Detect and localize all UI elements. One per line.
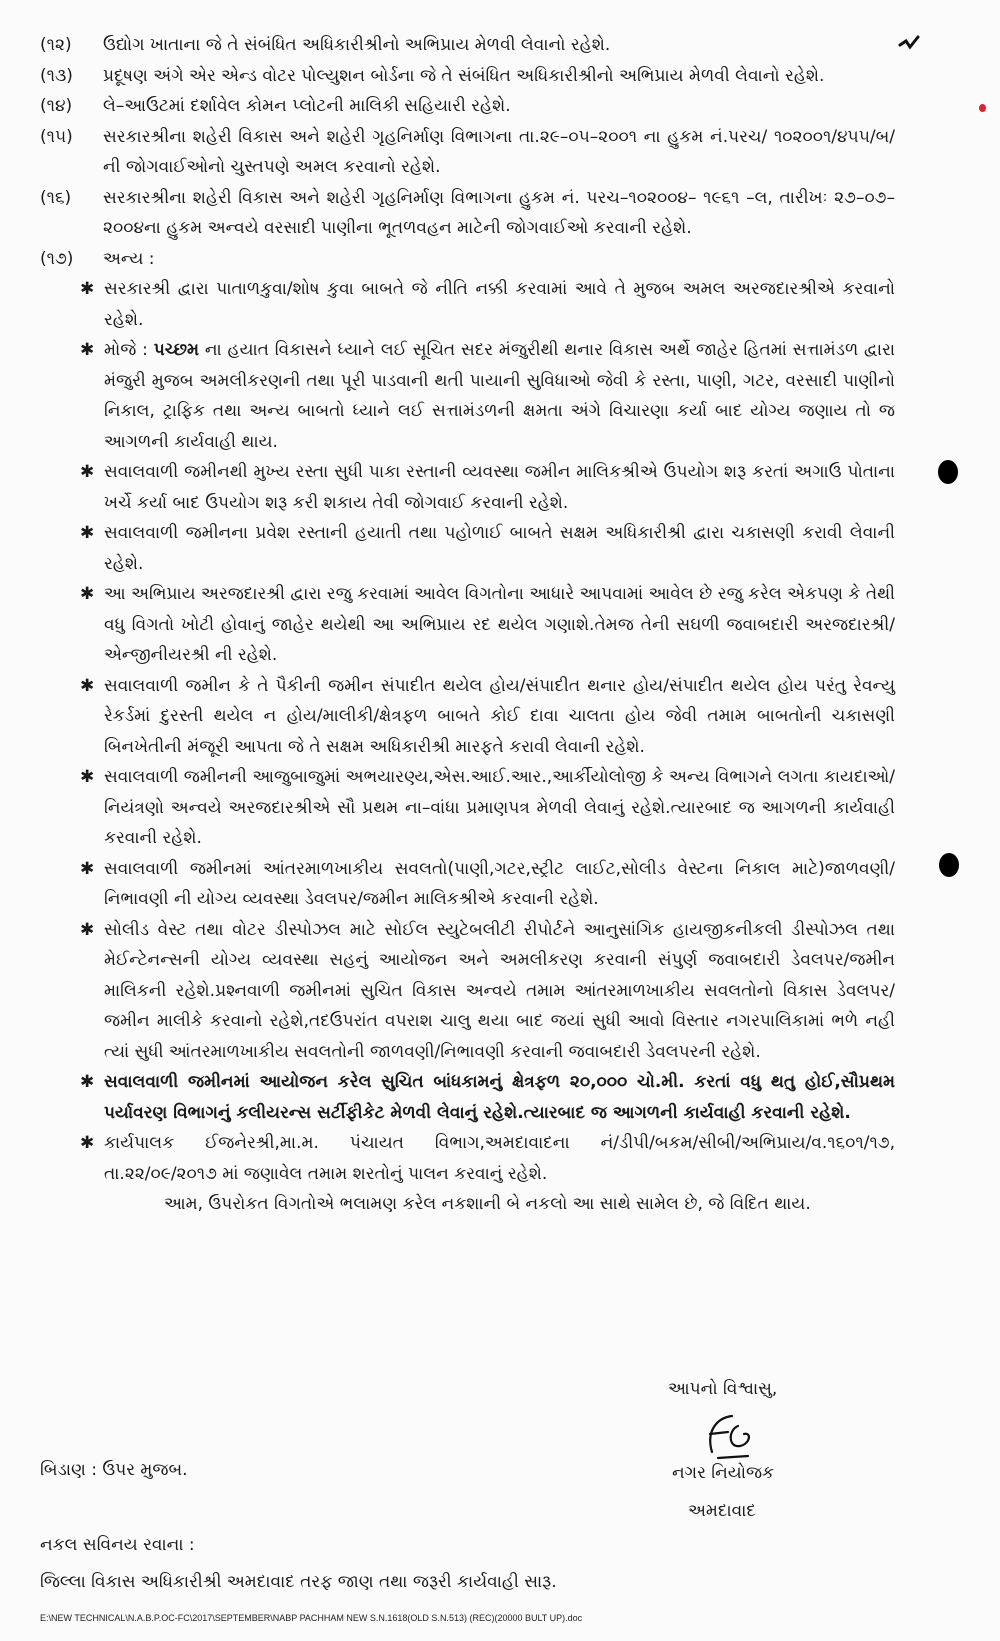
village-name: પચ્છમ: [153, 340, 200, 360]
star-bullet-icon: ✱: [80, 767, 95, 787]
item-text: પ્રદૂષણ અંગે એર એન્ડ વોટર પોલ્યુશન બોર્ડના જે તે સંબંધિત અધિકારીશ્રીનો અભિપ્રાય મેળવી લેવાનો રહેશે.: [103, 65, 825, 86]
star-bullet-icon: ✱: [80, 279, 95, 299]
yours-faithfully: આપનો વિશ્વાસુ,: [668, 1379, 778, 1399]
bullet-item-bold: [80, 1067, 895, 1128]
document-body: [40, 30, 895, 1220]
bullet-item: [80, 518, 895, 579]
bullet-item: [80, 915, 895, 1068]
closing-paragraph: આમ, ઉપરોકત વિગતોએ ભલામણ કરેલ નકશાની બે નકલો આ સાથે સામેલ છે, જે વિદિત થાય.: [164, 1194, 811, 1214]
handwritten-signature-icon: [698, 1412, 758, 1462]
bullet-item: [80, 457, 895, 518]
punch-hole-icon: [939, 853, 959, 877]
numbered-item-13: [40, 61, 895, 92]
bullet-body: ના હયાત વિકાસને ધ્યાને લઈ સૂચિત સદર મંજુરીથી થનાર વિકાસ અર્થે જાહેર હિતમાં સત્તામંડળ દ્વારા મંજુરી મુજબ અમલીકરણની તથા પૂરી પાડવાની થતી પાયાની સુવિધાઓ જેવી કે રસ્તા, પાણી, ગટર, વરસાદી પાણીનો નિકાલ, ટ્રાફિક તથા અન્ય બાબતો ધ્યાને લઈ સત્તામંડળની ક્ષમતા અંગે વિચારણા કર્યા બાદ યોગ્ય જણાય તો જ આગળની કાર્યવાહી થાય.: [104, 340, 895, 452]
bullet-item: [80, 274, 895, 335]
signatory-title: નગર નિયોજક: [672, 1463, 775, 1483]
item-number: (૧૨): [40, 35, 72, 55]
item-number: (૧૬): [40, 187, 72, 208]
item-number: (૧૭): [40, 248, 74, 269]
file-path-footer: E:\NEW TECHNICAL\N.A.B.P.OC-FC\2017\SEPTEMBER\NABP PACHHAM NEW S.N.1618(OLD S.N.513) (REC)(20000 BULT UP).doc: [40, 1613, 583, 1623]
star-bullet-icon: ✱: [80, 340, 95, 360]
numbered-item-16: [40, 183, 895, 244]
numbered-item-12: [40, 30, 895, 61]
star-bullet-icon: ✱: [80, 584, 95, 604]
star-bullet-icon: ✱: [80, 523, 95, 543]
bullet-item: [80, 579, 895, 671]
tick-mark-icon: [898, 35, 920, 51]
item-text: લે–આઉટમાં દર્શાવેલ કોમન પ્લોટની માલિકી સહિયારી રહેશે.: [103, 96, 511, 116]
bullet-text: સવાલવાળી જમીનની આજુબાજુમાં અભયારણ્ય,એસ.આઈ.આર.,આર્કીયોલોજી કે અન્ય વિભાગને લગતા કાયદાઓ/ નિયંત્રણો અન્વયે અરજદારશ્રીએ સૌ પ્રથમ ના–વાંધા પ્રમાણપત્ર મેળવી લેવાનું રહેશે.ત્યારબાદ જ આગળની કાર્યવાહી કરવાની રહેશે.: [104, 767, 895, 848]
bullet-prefix: મોજે :: [104, 340, 154, 360]
bullet-item: [80, 1128, 895, 1189]
item-text: ઉદ્યોગ ખાતાના જે તે સંબંધિત અધિકારીશ્રીનો અભિપ્રાય મેળવી લેવાનો રહેશે.: [103, 35, 611, 55]
bullet-text: સવાલવાળી જમીનમાં આંતરમાળખાકીય સવલતો(પાણી,ગટર,સ્ટ્રીટ લાઈટ,સોલીડ વેસ્ટના નિકાલ માટે)જાળવણી/ નિભાવણી ની યોગ્ય વ્યવસ્થા ડેવલપર/જમીન માલિકશ્રીએ કરવાની રહેશે.: [104, 858, 895, 909]
bullet-text: કાર્યપાલક ઈજનેરશ્રી,મા.મ. પંચાયત વિભાગ,અમદાવાદના નં/ડીપી/બકમ/સીબી/અભિપ્રાય/વ.૧૬૦૧/૧૭, તા.૨૨/૦૯/૨૦૧૭ માં જણાવેલ તમામ શરતોનું પાલન કરવાનું રહેશે.: [104, 1133, 895, 1184]
item-number: (૧૩): [40, 65, 73, 86]
bullet-text: સવાલવાળી જમીનના પ્રવેશ રસ્તાની હયાતી તથા પહોળાઈ બાબતે સક્ષમ અધિકારીશ્રી દ્વારા ચકાસણી કરાવી લેવાની રહેશે.: [104, 523, 895, 574]
star-bullet-icon: ✱: [80, 1133, 95, 1153]
star-bullet-icon: ✱: [80, 675, 95, 696]
item-number: (૧૫): [40, 126, 73, 147]
bullet-item: [80, 854, 895, 915]
numbered-item-15: [40, 122, 895, 183]
signatory-city: અમદાવાદ: [688, 1501, 756, 1521]
enclosure-note: બિડાણ : ઉપર મુજબ.: [40, 1460, 188, 1480]
item-text: સરકારશ્રીના શહેરી વિકાસ અને શહેરી ગૃહનિર્માણ વિભાગના હુકમ નં. પરચ–૧૦૨૦૦૪– ૧૯૬૧ –લ, તારીખઃ ૨૭–૦૭–૨૦૦૪ના હુકમ અન્વયે વરસાદી પાણીના ભૂતળવહન માટેની જોગવાઈઓ કરવાની રહેશે.: [103, 187, 895, 238]
punch-hole-icon: [938, 460, 958, 484]
bullet-text: [104, 335, 895, 457]
star-bullet-icon: ✱: [80, 858, 95, 879]
bullet-text: સવાલવાળી જમીનથી મુખ્ય રસ્તા સુધી પાકા રસ્તાની વ્યવસ્થા જમીન માલિકશ્રીએ ઉપયોગ શરૂ કરતાં અગાઉ પોતાના ખર્ચે કર્યા બાદ ઉપયોગ શરૂ કરી શકાય તેવી જોગવાઈ કરવાની રહેશે.: [104, 462, 895, 513]
bullet-text: સવાલવાળી જમીન કે તે પૈકીની જમીન સંપાદીત થયેલ હોય/સંપાદીત થનાર હોય/સંપાદીત થયેલ હોય પરંતુ રેવન્યુ રેકર્ડમાં દુરસ્તી થયેલ ન હોય/માલીકી/ક્ષેત્રફળ બાબતે કોઈ દાવા ચાલતા હોય જેવી તમામ બાબતોની ચકાસણી બિનખેતીની મંજૂરી આપતા જે તે સક્ષમ અધિકારીશ્રી મારફતે કરાવી લેવાની રહેશે.: [104, 675, 895, 757]
bullet-item: [80, 762, 895, 854]
copy-to-heading: નકલ સવિનય રવાના :: [40, 1535, 195, 1555]
bullet-text: સોલીડ વેસ્ટ તથા વોટર ડીસ્પોઝલ માટે સોઈલ સ્યુટેબલીટી રીપોર્ટને આનુસાંગિક હાયજીકનીકલી ડીસ્પોઝલ તથા મેઈન્ટેનન્સની યોગ્ય વ્યવસ્થા સહનું આયોજન અને અમલીકરણ કરવાની સંપુર્ણ જવાબદારી ડેવલપર/જમીન માલિકની રહેશે.પ્રશ્નવાળી જમીનમાં સુચિત વિકાસ અન્વયે તમામ આંતરમાળખાકીય સવલતોનો વિકાસ ડેવલપર/ જમીન માલીકે કરવાનો રહેશે,તદઉપરાંત વપરાશ ચાલુ થયા બાદ જયાં સુધી આવો વિસ્તાર નગરપાલિકામાં ભળે નહી ત્યાં સુધી આંતરમાળખાકીય સવલતોની જાળવણી/નિભાવણી કરવાની જવાબદારી ડેવલપરની રહેશે.: [104, 919, 895, 1062]
item-text: સરકારશ્રીના શહેરી વિકાસ અને શહેરી ગૃહનિર્માણ વિભાગના તા.૨૯–૦૫–૨૦૦૧ ના હુકમ નં.પરચ/ ૧૦૨૦૦૧/૪૫૫/બ/ની જોગવાઈઓનો ચુસ્તપણે અમલ કરવાનો રહેશે.: [103, 126, 895, 177]
star-bullet-icon: ✱: [80, 919, 95, 940]
bullet-item: [80, 671, 895, 763]
item-number: (૧૪): [40, 96, 73, 116]
ink-dot-icon: [979, 104, 986, 112]
bullet-text: સવાલવાળી જમીનમાં આયોજન કરેલ સુચિત બાંધકામનું ક્ષેત્રફળ ૨૦,૦૦૦ ચો.મી. કરતાં વધુ થતુ હોઈ,સૌપ્રથમ પર્યાવરણ વિભાગનું કલીયરન્સ સર્ટીફીકેટ મેળવી લેવાનું રહેશે.ત્યારબાદ જ આગળની કાર્યવાહી કરવાની રહેશે.: [104, 1072, 895, 1123]
item-text: અન્ય :: [103, 248, 155, 269]
bullet-text: આ અભિપ્રાય અરજદારશ્રી દ્વારા રજુ કરવામાં આવેલ વિગતોના આધારે આપવામાં આવેલ છે રજુ કરેલ એકપણ કે તેથી વધુ વિગતો ખોટી હોવાનું જાહેર થયેથી આ અભિપ્રાય રદ થયેલ ગણાશે.તેમજ તેની સઘળી જવાબદારી અરજદારશ્રી/એન્જીનીયરશ્રી ની રહેશે.: [104, 584, 895, 665]
star-bullet-icon: ✱: [80, 462, 95, 482]
copy-to-recipient: જિલ્લા વિકાસ અધિકારીશ્રી અમદાવાદ તરફ જાણ તથા જરૂરી કાર્યવાહી સારૂ.: [40, 1572, 557, 1592]
bullet-item: [80, 335, 895, 457]
bullet-text: સરકારશ્રી દ્વારા પાતાળકુવા/શોષ કુવા બાબતે જે નીતિ નક્કી કરવામાં આવે તે મુજબ અમલ અરજદારશ્રીએ કરવાનો રહેશે.: [104, 279, 895, 330]
numbered-item-14: [40, 91, 895, 122]
star-bullet-icon: ✱: [80, 1072, 95, 1092]
numbered-item-17: [40, 244, 895, 275]
